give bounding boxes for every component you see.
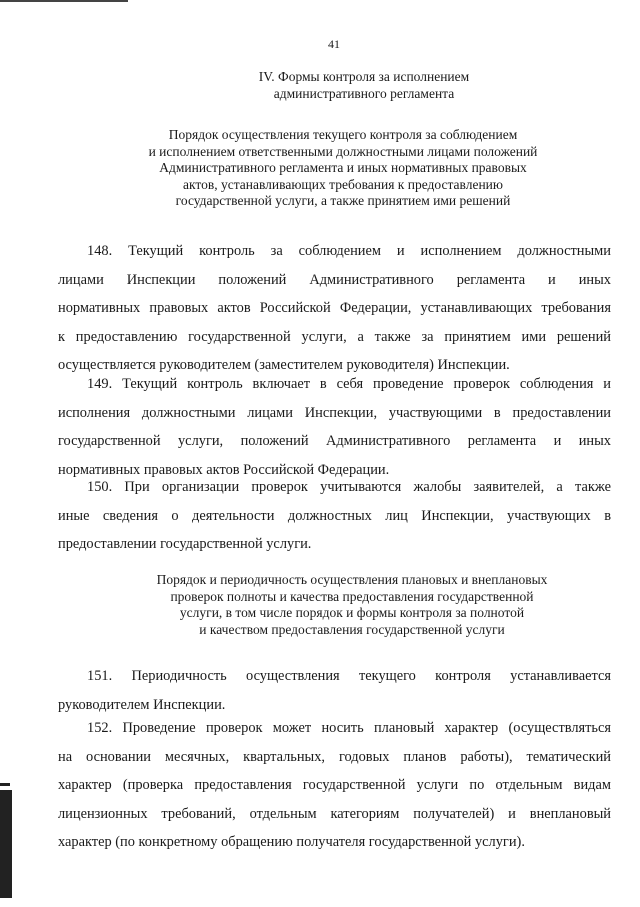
- heading-line: государственной услуги, а также принятием ими решений: [175, 193, 511, 208]
- paragraph-line: нормативных правовых актов Российской Федерации, устанавливающих требования: [58, 300, 611, 316]
- heading-line: проверок полноты и качества предоставления государственной: [170, 588, 534, 604]
- paragraph-line: руководителем Инспекции.: [58, 696, 226, 713]
- paragraph-150: [58, 473, 611, 559]
- paragraph-line: иные сведения о деятельности должностных лиц Инспекции, участвующих в: [58, 507, 611, 524]
- heading-line: Административного регламента и иных нормативных правовых: [159, 160, 527, 175]
- heading-line: актов, устанавливающих требования к предоставлению: [183, 176, 503, 192]
- paragraph-line: 148. Текущий контроль за соблюдением и исполнением должностными: [87, 243, 611, 259]
- heading-line: и качеством предоставления государственной услуги: [199, 621, 505, 637]
- paragraph-line: осуществляется руководителем (заместителем руководителя) Инспекции.: [58, 357, 510, 373]
- paragraph-line: 151. Периодичность осуществления текущего контроля устанавливается: [87, 668, 611, 684]
- paragraph-line: лицензионных требований, отдельным категориям получателей) и внеплановый: [58, 805, 611, 822]
- paragraph-line: к предоставлению государственной услуги, а также за принятием ими решений: [58, 328, 611, 345]
- paragraph-148: [58, 237, 611, 380]
- paragraph-line: государственной услуги, положений Административного регламента и иных: [58, 433, 611, 449]
- paragraph-line: 150. При организации проверок учитываются жалобы заявителей, а также: [87, 479, 611, 495]
- paragraph-line: лицами Инспекции положений Административного регламента и иных: [58, 271, 611, 288]
- heading-line: административного регламента: [273, 85, 455, 101]
- paragraph-149: [58, 370, 611, 484]
- paragraph-line: исполнения должностными лицами Инспекции, участвующими в предоставлении: [58, 404, 611, 421]
- paragraph-line: на основании месячных, квартальных, годовых планов работы), тематический: [58, 748, 611, 765]
- subsection-heading: [0, 127, 640, 210]
- scan-binding-mark: [0, 790, 12, 898]
- heading-line: IV. Формы контроля за исполнением: [258, 69, 470, 84]
- heading-line: Порядок и периодичность осуществления плановых и внеплановых: [156, 572, 548, 587]
- paragraph-line: нормативных правовых актов Российской Федерации.: [58, 461, 390, 478]
- paragraph-line: 152. Проведение проверок может носить плановый характер (осуществляться: [87, 720, 611, 736]
- paragraph-152: [58, 714, 611, 857]
- paragraph-151: [58, 662, 611, 719]
- page-number: 41: [328, 37, 340, 51]
- scan-binding-mark: [0, 783, 10, 786]
- section-heading: [0, 69, 640, 102]
- subsection-heading: [0, 572, 640, 638]
- heading-line: услуги, в том числе порядок и формы контроля за полнотой: [179, 605, 525, 620]
- scan-top-rule: [0, 0, 128, 2]
- paragraph-line: предоставлении государственной услуги.: [58, 536, 312, 552]
- paragraph-line: характер (проверка предоставления государственной услуги по отдельным видам: [58, 777, 611, 793]
- paragraph-line: характер (по конкретному обращению получателя государственной услуги).: [58, 834, 525, 850]
- paragraph-line: 149. Текущий контроль включает в себя проведение проверок соблюдения и: [87, 376, 611, 392]
- heading-line: и исполнением ответственными должностными лицами положений: [148, 143, 538, 159]
- heading-line: Порядок осуществления текущего контроля за соблюдением: [168, 127, 518, 142]
